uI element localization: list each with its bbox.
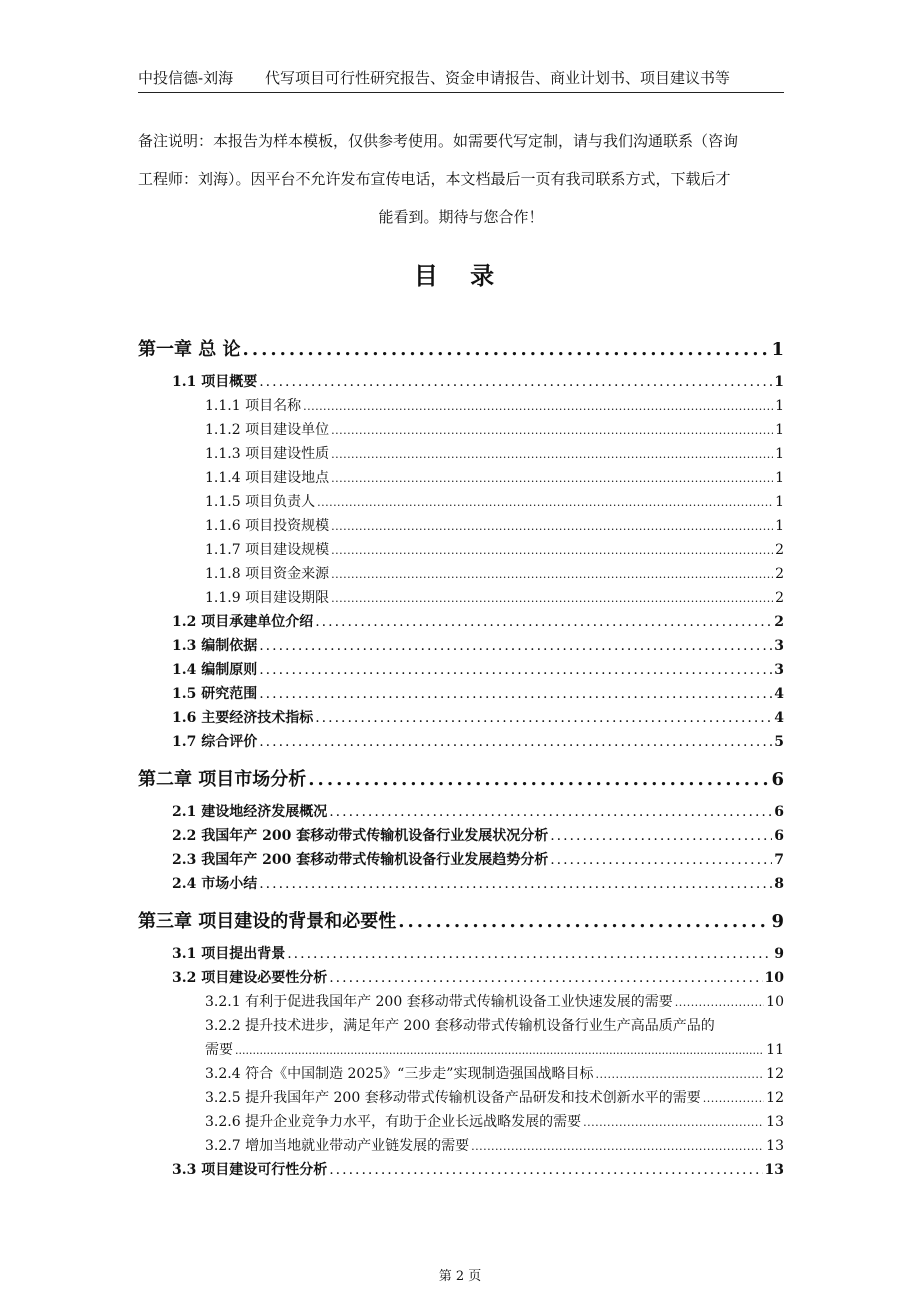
toc-leader-dots bbox=[398, 902, 769, 942]
toc-page-number: 9 bbox=[774, 946, 784, 962]
toc-leader-dots bbox=[315, 610, 772, 634]
toc-leader-dots bbox=[329, 966, 762, 990]
toc-leader-dots bbox=[243, 330, 770, 370]
toc-leader-dots bbox=[471, 1135, 764, 1159]
toc-subsection-3-2-7[interactable] bbox=[138, 1134, 784, 1158]
toc-entry-title: 1.2 项目承建单位介绍 bbox=[172, 614, 314, 630]
toc-section-2-1[interactable] bbox=[138, 800, 784, 824]
toc-page-number: 2 bbox=[775, 590, 784, 606]
toc-chapter-1[interactable] bbox=[138, 330, 784, 370]
toc-leader-dots bbox=[259, 370, 772, 394]
toc-entry-title: 3.2.6 提升企业竞争力水平，有助于企业长远战略发展的需要 bbox=[205, 1114, 582, 1130]
toc-page-number: 1 bbox=[774, 374, 784, 390]
toc-leader-dots bbox=[329, 800, 772, 824]
toc-entry-title: 1.1.3 项目建设性质 bbox=[205, 446, 330, 462]
toc-page-number: 4 bbox=[774, 710, 784, 726]
header-brand: 中投信德-刘海 bbox=[138, 69, 234, 87]
toc-page-number: 12 bbox=[766, 1066, 784, 1082]
toc-entry-title: 1.1.5 项目负责人 bbox=[205, 494, 316, 510]
toc-page-number: 1 bbox=[775, 518, 784, 534]
page-header bbox=[138, 64, 784, 93]
toc-entry-title: 3.3 项目建设可行性分析 bbox=[172, 1162, 328, 1178]
toc-leader-dots bbox=[703, 1087, 764, 1111]
toc-entry-title-line-1: 3.2.2 提升技术进步，满足年产 200 套移动带式传输机设备行业生产高品质产品的 bbox=[205, 1018, 715, 1034]
page-footer: 第 2 页 bbox=[438, 1269, 482, 1284]
toc-entry-title: 1.1.6 项目投资规模 bbox=[205, 518, 330, 534]
notice-paragraph bbox=[138, 122, 784, 236]
toc-section-1-7[interactable] bbox=[138, 730, 784, 754]
toc-section-3-3[interactable] bbox=[138, 1158, 784, 1182]
toc-subsection-1-1-5[interactable] bbox=[138, 490, 784, 514]
toc-page-number: 1 bbox=[775, 470, 784, 486]
toc-entry-title: 第三章 项目建设的背景和必要性 bbox=[138, 911, 397, 932]
toc-chapter-3[interactable] bbox=[138, 902, 784, 942]
toc-entry-title: 1.1.8 项目资金来源 bbox=[205, 566, 330, 582]
toc-subsection-3-2-2[interactable] bbox=[138, 1014, 784, 1062]
toc-subsection-1-1-6[interactable] bbox=[138, 514, 784, 538]
toc-section-1-4[interactable] bbox=[138, 658, 784, 682]
toc-entry-title: 1.1.4 项目建设地点 bbox=[205, 470, 330, 486]
toc-entry-title: 2.3 我国年产 200 套移动带式传输机设备行业发展趋势分析 bbox=[172, 852, 549, 868]
toc-title: 目 录 bbox=[413, 261, 507, 290]
toc-entry-title: 3.2.7 增加当地就业带动产业链发展的需要 bbox=[205, 1138, 470, 1154]
toc-entry-title: 1.3 编制依据 bbox=[172, 638, 258, 654]
toc-leader-dots bbox=[331, 467, 773, 491]
toc-page-number: 5 bbox=[774, 734, 784, 750]
toc-entry-title: 2.4 市场小结 bbox=[172, 876, 258, 892]
toc-page-number: 1 bbox=[775, 446, 784, 462]
toc-subsection-1-1-1[interactable] bbox=[138, 394, 784, 418]
header-services: 代写项目可行性研究报告、资金申请报告、商业计划书、项目建议书等 bbox=[265, 69, 731, 87]
toc-subsection-1-1-2[interactable] bbox=[138, 418, 784, 442]
toc-page-number: 2 bbox=[775, 542, 784, 558]
toc-leader-dots bbox=[331, 587, 773, 611]
toc-subsection-1-1-3[interactable] bbox=[138, 442, 784, 466]
toc-section-1-3[interactable] bbox=[138, 634, 784, 658]
toc-page-number: 13 bbox=[764, 1162, 784, 1178]
toc-leader-dots bbox=[550, 848, 772, 872]
toc-leader-dots bbox=[315, 706, 772, 730]
toc-subsection-1-1-4[interactable] bbox=[138, 466, 784, 490]
toc-leader-dots bbox=[259, 872, 772, 896]
toc-page-number: 9 bbox=[771, 911, 784, 932]
toc-page-number: 4 bbox=[774, 686, 784, 702]
toc-entry-title: 1.1.1 项目名称 bbox=[205, 398, 302, 414]
toc-leader-dots bbox=[259, 658, 772, 682]
toc-subsection-1-1-9[interactable] bbox=[138, 586, 784, 610]
toc-section-1-2[interactable] bbox=[138, 610, 784, 634]
toc-entry-title: 1.1.9 项目建设期限 bbox=[205, 590, 330, 606]
toc-entry-title-line-2: 需要 bbox=[205, 1042, 233, 1058]
toc-page-number: 6 bbox=[771, 769, 784, 790]
toc-entry-title: 1.1.2 项目建设单位 bbox=[205, 422, 330, 438]
toc-leader-dots bbox=[583, 1111, 764, 1135]
notice-line-2: 工程师：刘海）。因平台不允许发布宣传电话，本文档最后一页有我司联系方式，下载后才 bbox=[138, 170, 731, 188]
toc-page-number: 1 bbox=[775, 398, 784, 414]
toc-entry-title: 1.4 编制原则 bbox=[172, 662, 258, 678]
toc-section-1-6[interactable] bbox=[138, 706, 784, 730]
toc-page-number: 3 bbox=[774, 638, 784, 654]
toc-entry-line-2 bbox=[205, 1038, 784, 1062]
toc-entry-title: 2.1 建设地经济发展概况 bbox=[172, 804, 328, 820]
toc-entry-title: 3.2 项目建设必要性分析 bbox=[172, 970, 328, 986]
toc-leader-dots bbox=[331, 515, 773, 539]
toc-page-number: 10 bbox=[766, 994, 784, 1010]
toc-entry-title: 1.1.7 项目建设规模 bbox=[205, 542, 330, 558]
toc-section-3-1[interactable] bbox=[138, 942, 784, 966]
toc-page-number: 10 bbox=[764, 970, 784, 986]
toc-page-number: 12 bbox=[766, 1090, 784, 1106]
toc-subsection-1-1-7[interactable] bbox=[138, 538, 784, 562]
toc-leader-dots bbox=[329, 1158, 762, 1182]
toc-leader-dots bbox=[259, 730, 772, 754]
toc-page-number: 1 bbox=[775, 494, 784, 510]
toc-entry-title: 3.2.5 提升我国年产 200 套移动带式传输机设备产品研发和技术创新水平的需要 bbox=[205, 1090, 701, 1106]
toc-section-2-3[interactable] bbox=[138, 848, 784, 872]
toc-leader-dots bbox=[331, 539, 773, 563]
table-of-contents bbox=[138, 330, 784, 1182]
toc-page-number: 6 bbox=[774, 828, 784, 844]
toc-entry-title: 1.1 项目概要 bbox=[172, 374, 258, 390]
toc-entry-title: 3.2.1 有利于促进我国年产 200 套移动带式传输机设备工业快速发展的需要 bbox=[205, 994, 673, 1010]
toc-leader-dots bbox=[331, 443, 773, 467]
toc-page-number: 2 bbox=[774, 614, 784, 630]
toc-leader-dots bbox=[317, 491, 773, 515]
toc-leader-dots bbox=[550, 824, 772, 848]
toc-page-number: 1 bbox=[771, 339, 784, 360]
toc-page-number: 3 bbox=[774, 662, 784, 678]
toc-subsection-3-2-4[interactable] bbox=[138, 1062, 784, 1086]
toc-page-number: 13 bbox=[766, 1114, 784, 1130]
toc-page-number: 7 bbox=[774, 852, 784, 868]
toc-entry-title: 第一章 总 论 bbox=[138, 339, 241, 360]
toc-entry-title: 3.2.4 符合《中国制造 2025》“三步走”实现制造强国战略目标 bbox=[205, 1066, 594, 1082]
toc-section-2-4[interactable] bbox=[138, 872, 784, 896]
toc-section-1-1[interactable] bbox=[138, 370, 784, 394]
toc-leader-dots bbox=[303, 395, 773, 419]
toc-entry-title: 第二章 项目市场分析 bbox=[138, 769, 307, 790]
toc-leader-dots bbox=[331, 563, 773, 587]
toc-subsection-3-2-5[interactable] bbox=[138, 1086, 784, 1110]
toc-chapter-2[interactable] bbox=[138, 760, 784, 800]
toc-page-number: 1 bbox=[775, 422, 784, 438]
notice-line-3: 能看到。期待与您合作！ bbox=[378, 208, 544, 226]
toc-entry-title: 2.2 我国年产 200 套移动带式传输机设备行业发展状况分析 bbox=[172, 828, 549, 844]
toc-entry-title: 1.6 主要经济技术指标 bbox=[172, 710, 314, 726]
toc-section-2-2[interactable] bbox=[138, 824, 784, 848]
toc-leader-dots bbox=[675, 991, 764, 1015]
notice-line-1: 备注说明：本报告为样本模板，仅供参考使用。如需要代写定制，请与我们沟通联系（咨询 bbox=[138, 132, 739, 150]
toc-entry-title: 1.7 综合评价 bbox=[172, 734, 258, 750]
toc-subsection-3-2-6[interactable] bbox=[138, 1110, 784, 1134]
toc-section-3-2[interactable] bbox=[138, 966, 784, 990]
toc-entry-title: 3.1 项目提出背景 bbox=[172, 946, 286, 962]
toc-page-number: 8 bbox=[774, 876, 784, 892]
toc-entry-title: 1.5 研究范围 bbox=[172, 686, 258, 702]
toc-leader-dots bbox=[259, 682, 772, 706]
toc-section-1-5[interactable] bbox=[138, 682, 784, 706]
toc-page-number: 13 bbox=[766, 1138, 784, 1154]
toc-page-number: 6 bbox=[774, 804, 784, 820]
toc-leader-dots bbox=[259, 634, 772, 658]
toc-leader-dots bbox=[287, 942, 772, 966]
toc-leader-dots bbox=[235, 1039, 764, 1063]
toc-page-number: 11 bbox=[766, 1042, 784, 1058]
toc-page-number: 2 bbox=[775, 566, 784, 582]
toc-leader-dots bbox=[308, 760, 769, 800]
toc-leader-dots bbox=[595, 1063, 764, 1087]
toc-leader-dots bbox=[331, 419, 773, 443]
toc-subsection-1-1-8[interactable] bbox=[138, 562, 784, 586]
toc-subsection-3-2-1[interactable] bbox=[138, 990, 784, 1014]
